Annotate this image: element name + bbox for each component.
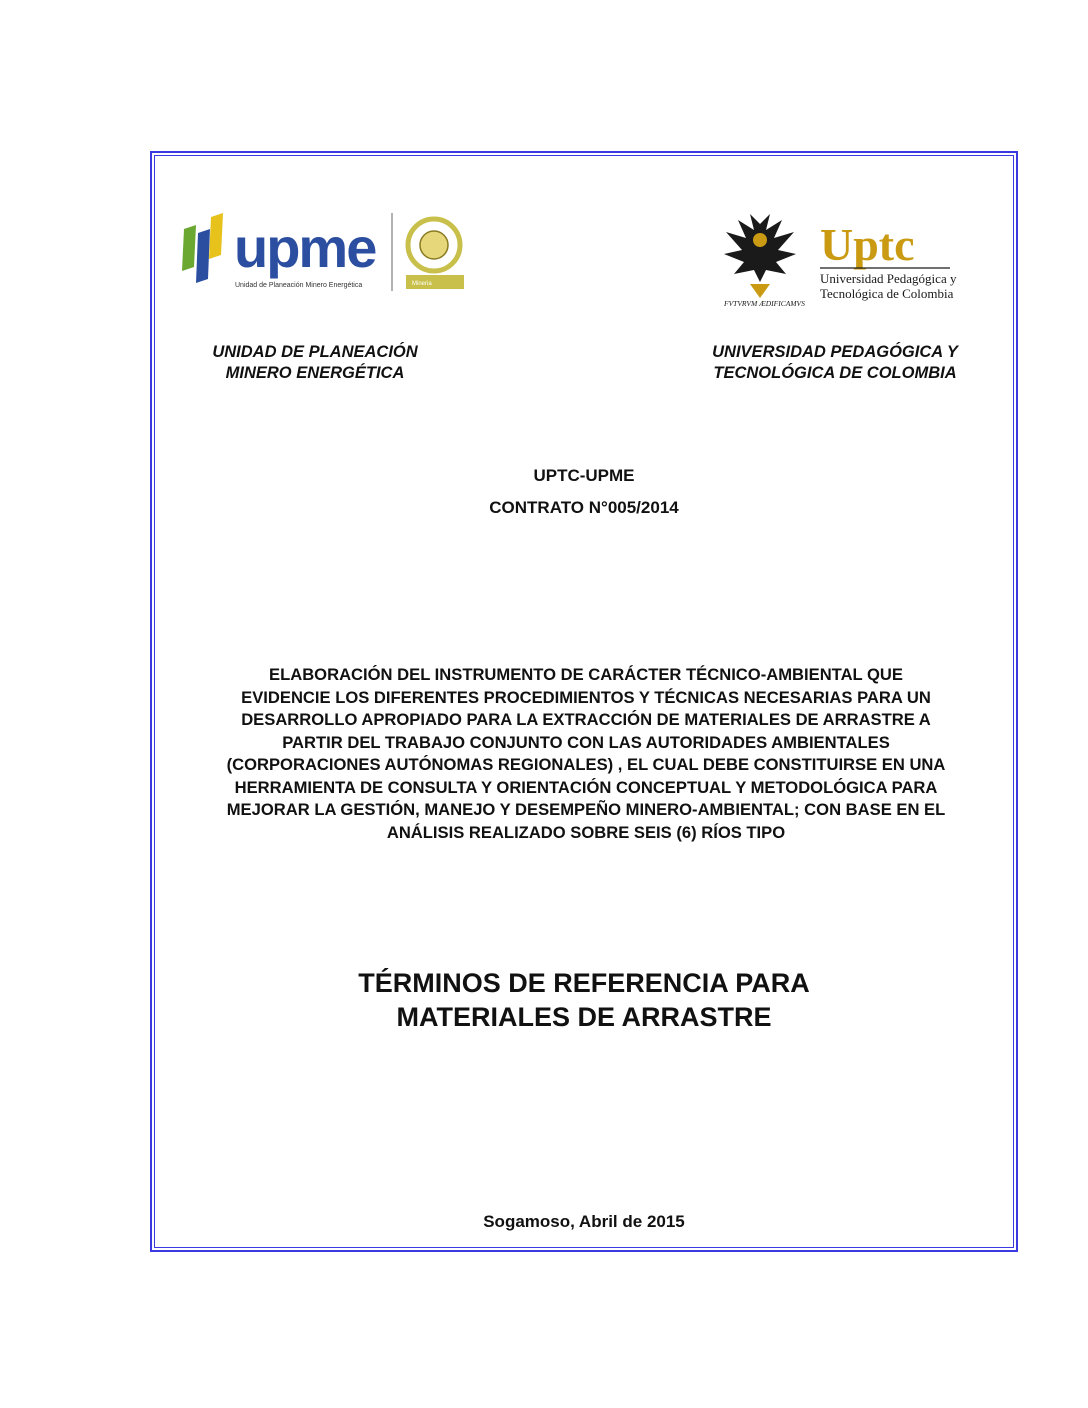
institution-left	[170, 342, 460, 384]
uptc-subtitle-2: Tecnológica de Colombia	[820, 286, 954, 301]
institution-right-line-2: TECNOLÓGICA DE COLOMBIA	[713, 364, 957, 382]
place-and-date: Sogamoso, Abril de 2015	[483, 1212, 685, 1231]
upme-logo-blue-bar	[196, 229, 210, 283]
document-title-line-2: MATERIALES DE ARRASTRE	[396, 1002, 772, 1032]
project-line: DESARROLLO APROPIADO PARA LA EXTRACCIÓN DE MATERIALES DE ARRASTRE A	[241, 710, 931, 729]
project-description	[158, 664, 1014, 844]
uptc-wordmark: Uptc	[820, 219, 915, 270]
institution-right-line-1: UNIVERSIDAD PEDAGÓGICA Y	[712, 343, 958, 361]
project-line: ANÁLISIS REALIZADO SOBRE SEIS (6) RÍOS TIPO	[386, 822, 786, 842]
institution-left-line-1: UNIDAD DE PLANEACIÓN	[212, 343, 418, 361]
project-line: EVIDENCIE LOS DIFERENTES PROCEDIMIENTOS Y TÉCNICAS NECESARIAS PARA UN	[241, 687, 931, 707]
upme-wordmark: upme	[234, 216, 376, 279]
colombia-seal-label: Mineria	[412, 281, 432, 287]
document-title	[150, 966, 1018, 1034]
uptc-logo	[720, 210, 960, 310]
upme-logo-green-bar	[182, 225, 196, 271]
uptc-subtitle-1: Universidad Pedagógica y	[820, 271, 957, 286]
institution-left-line-2: MINERO ENERGÉTICA	[225, 364, 405, 382]
project-line: (CORPORACIONES AUTÓNOMAS REGIONALES) , EL CUAL DEBE CONSTITUIRSE EN UNA	[226, 755, 946, 774]
project-code: UPTC-UPME	[533, 466, 635, 485]
uptc-motto: FVTVRVM ÆDIFICAMVS	[724, 299, 805, 308]
project-line: MEJORAR LA GESTIÓN, MANEJO Y DESEMPEÑO MINERO-AMBIENTAL; CON BASE EN EL	[226, 800, 946, 819]
upme-tagline: Unidad de Planeación Minero Energética	[235, 282, 363, 289]
upme-logo-yellow-bar	[209, 213, 223, 259]
colombia-seal-coat	[420, 231, 448, 259]
project-line: HERRAMIENTA DE CONSULTA Y ORIENTACIÓN CONCEPTUAL Y METODOLÓGICA PARA	[234, 777, 938, 797]
contract-number: CONTRATO N°005/2014	[489, 498, 679, 517]
eagle-crest-icon	[724, 214, 796, 298]
upme-logo	[180, 207, 470, 297]
institution-right	[690, 342, 980, 384]
project-line: PARTIR DEL TRABAJO CONJUNTO CON LAS AUTORIDADES AMBIENTALES	[282, 732, 890, 752]
document-title-line-1: TÉRMINOS DE REFERENCIA PARA	[358, 968, 810, 998]
project-line: ELABORACIÓN DEL INSTRUMENTO DE CARÁCTER TÉCNICO-AMBIENTAL QUE	[269, 665, 903, 684]
